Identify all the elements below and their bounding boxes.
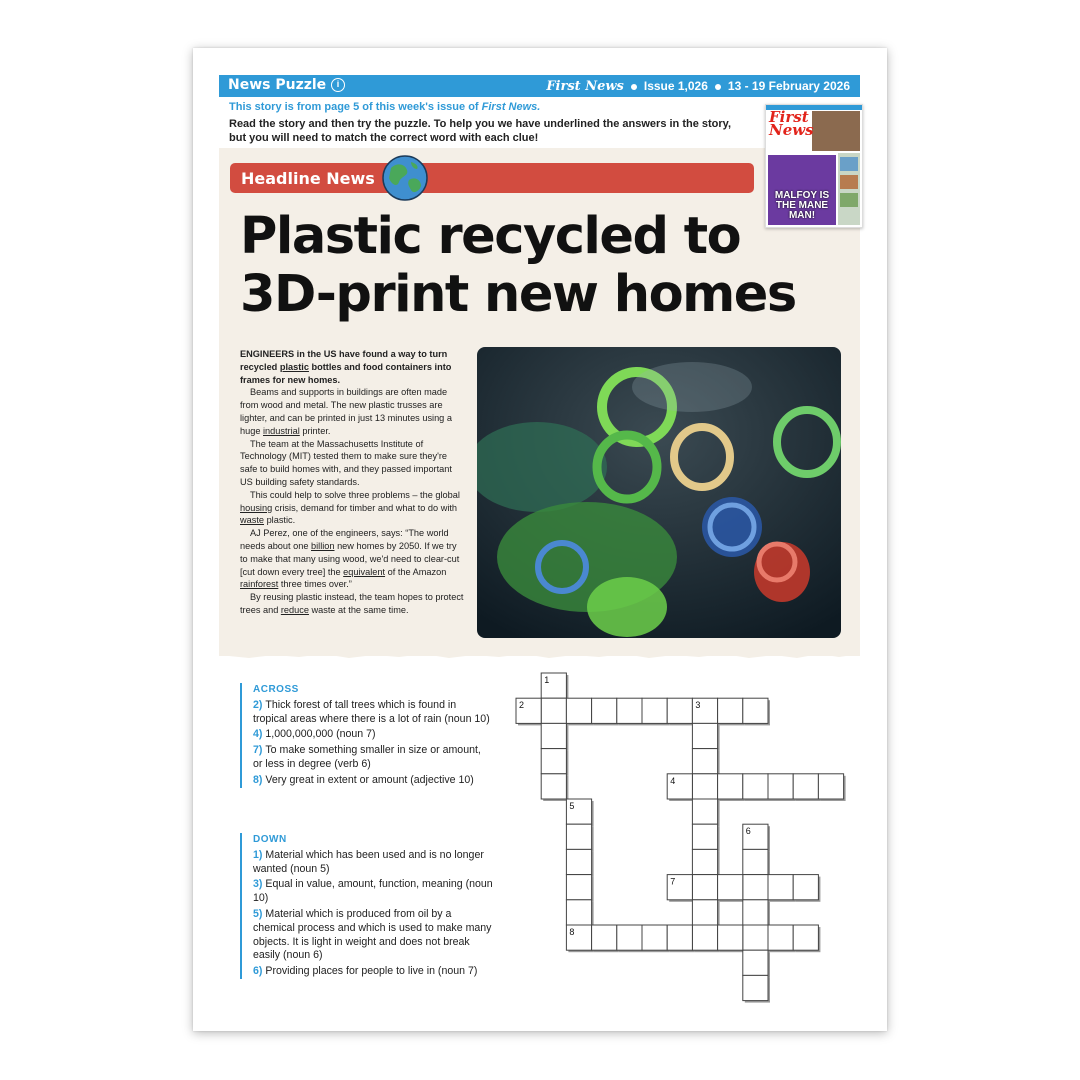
crossword-cell[interactable] <box>743 698 768 723</box>
crossword-cell[interactable] <box>692 799 717 824</box>
story-paragraph: Beams and supports in buildings are often made from wood and metal. The new plastic trusses are lighter, and can be printed in just 13 minutes using a huge industrial printer. <box>240 387 452 436</box>
crossword-cell[interactable] <box>692 723 717 748</box>
crossword-cell[interactable] <box>617 925 642 950</box>
across-heading: ACROSS <box>253 684 299 695</box>
crossword-cell[interactable] <box>793 774 818 799</box>
cell-number: 8 <box>569 927 575 937</box>
crossword-cell[interactable] <box>692 774 717 799</box>
clue-number: 5) <box>253 907 266 920</box>
clue-number: 1) <box>253 848 266 861</box>
crossword-cell[interactable] <box>541 749 566 774</box>
cover-logo: First News <box>769 108 814 139</box>
clue-text: Material which has been used and is no longer wanted (noun 5) <box>253 848 484 875</box>
story-paragraph: ENGINEERS in the US have found a way to turn recycled plastic bottles and food containers into frames for new homes. <box>240 349 452 385</box>
crossword-cell[interactable] <box>692 749 717 774</box>
crossword-cell[interactable] <box>718 774 743 799</box>
crossword-cell[interactable] <box>617 698 642 723</box>
cover-headline: MALFOY IS THE MANE MAN! <box>774 190 830 221</box>
answer-word: plastic <box>279 361 309 372</box>
crossword-cell[interactable] <box>692 824 717 849</box>
cell-number: 1 <box>544 675 550 685</box>
info-icon: i <box>331 78 345 92</box>
crossword-cell[interactable] <box>718 925 743 950</box>
issue-dates: 13 - 19 February 2026 <box>727 79 850 93</box>
clue-number: 2) <box>253 698 266 711</box>
crossword-cell[interactable] <box>667 698 692 723</box>
crossword-cell[interactable] <box>743 774 768 799</box>
crossword-cell[interactable] <box>566 824 591 849</box>
crossword-cell[interactable] <box>566 900 591 925</box>
article-headline: Plastic recycled to 3D-print new homes <box>240 207 796 324</box>
answer-word: housing <box>240 502 273 513</box>
crossword-cell[interactable] <box>566 849 591 874</box>
clue-number: 8) <box>253 773 266 786</box>
brand-name: First News <box>546 79 624 94</box>
crossword-cell[interactable] <box>743 900 768 925</box>
clue-number: 7) <box>253 744 266 757</box>
crossword-cell[interactable] <box>743 975 768 1000</box>
crossword-cell[interactable] <box>743 849 768 874</box>
crossword-cell[interactable] <box>692 925 717 950</box>
crossword-cell[interactable] <box>743 950 768 975</box>
crossword-cell[interactable] <box>768 925 793 950</box>
crossword-cell[interactable] <box>566 698 591 723</box>
clue-number: 4) <box>253 728 266 741</box>
story-paragraph: This could help to solve three problems – the global housing crisis, demand for timber and what to do with waste plastic. <box>240 489 460 526</box>
clue-text: Very great in extent or amount (adjective 10) <box>265 773 474 786</box>
crossword-cell[interactable] <box>743 875 768 900</box>
crossword-cell[interactable] <box>692 875 717 900</box>
clue-text: To make something smaller in size or amount, or less in degree (verb 6) <box>253 744 481 770</box>
answer-word: rainforest <box>240 579 279 590</box>
crossword-cell[interactable] <box>818 774 843 799</box>
answer-word: industrial <box>263 425 300 436</box>
crossword-cell[interactable] <box>793 875 818 900</box>
crossword-cell[interactable] <box>768 774 793 799</box>
source-note-text: This story is from page 5 of this week's issue of <box>229 101 482 113</box>
crossword-cell[interactable] <box>793 925 818 950</box>
source-note-publication: First News. <box>481 101 541 113</box>
crossword-cell[interactable] <box>718 698 743 723</box>
cell-number: 7 <box>670 876 676 887</box>
crossword-cell[interactable] <box>566 875 591 900</box>
cell-number: 6 <box>745 826 751 837</box>
crossword-cell[interactable] <box>692 900 717 925</box>
crossword-cell[interactable] <box>541 698 566 723</box>
answer-word: equivalent <box>343 566 386 577</box>
section-label: Headline News <box>241 169 375 188</box>
answer-word: waste <box>240 515 265 526</box>
crossword-cell[interactable] <box>592 925 617 950</box>
clue-text: Equal in value, amount, function, meaning (noun 10) <box>253 878 493 905</box>
answer-word: reduce <box>280 604 309 615</box>
issue-number: Issue 1,026 <box>643 79 708 93</box>
clue-number: 6) <box>253 965 266 978</box>
crossword-cell[interactable] <box>642 925 667 950</box>
clue-text: 1,000,000,000 (noun 7) <box>265 728 376 741</box>
cell-number: 5 <box>569 801 575 811</box>
crossword-cell[interactable] <box>541 774 566 799</box>
puzzle-title: News Puzzle <box>228 77 327 93</box>
cell-number: 3 <box>695 700 701 711</box>
answer-word: billion <box>311 540 335 551</box>
story-paragraph: By reusing plastic instead, the team hopes to protect trees and reduce waste at the same time. <box>240 592 464 615</box>
instructions: Read the story and then try the puzzle. To help you we have underlined the answers in the story, but you will need to match the correct word with each clue! <box>229 118 732 144</box>
crossword-cell[interactable] <box>768 875 793 900</box>
story-paragraph: AJ Perez, one of the engineers, says: “The world needs about one billion new homes by 2050. If we try to make that many using wood, we'd need to clear-cut [cut down every tree] the equivalent of the Amazon rainforest three times over.” <box>240 528 460 590</box>
cell-number: 2 <box>519 700 525 711</box>
story-paragraph: The team at the Massachusetts Institute of Technology (MIT) tested them to make sure they're safe to build homes with, and they passed important US building safety standards. <box>240 438 452 487</box>
clue-text: Thick forest of tall trees which is found in tropical areas where there is a lot of rain (noun 10) <box>253 698 490 725</box>
crossword-cell[interactable] <box>743 925 768 950</box>
clue-text: Providing places for people to live in (noun 7) <box>265 965 478 978</box>
crossword-cell[interactable] <box>718 875 743 900</box>
crossword-cell[interactable] <box>592 698 617 723</box>
crossword-cell[interactable] <box>642 698 667 723</box>
crossword-cell[interactable] <box>541 723 566 748</box>
cell-number: 4 <box>670 775 676 786</box>
crossword-cell[interactable] <box>692 849 717 874</box>
down-heading: DOWN <box>253 834 287 845</box>
clue-number: 3) <box>253 878 266 891</box>
crossword-cell[interactable] <box>667 925 692 950</box>
clue-text: Material which is produced from oil by a chemical process and which is used to make many objects. It is light in weight and does not break easily (noun 6) <box>253 907 492 962</box>
